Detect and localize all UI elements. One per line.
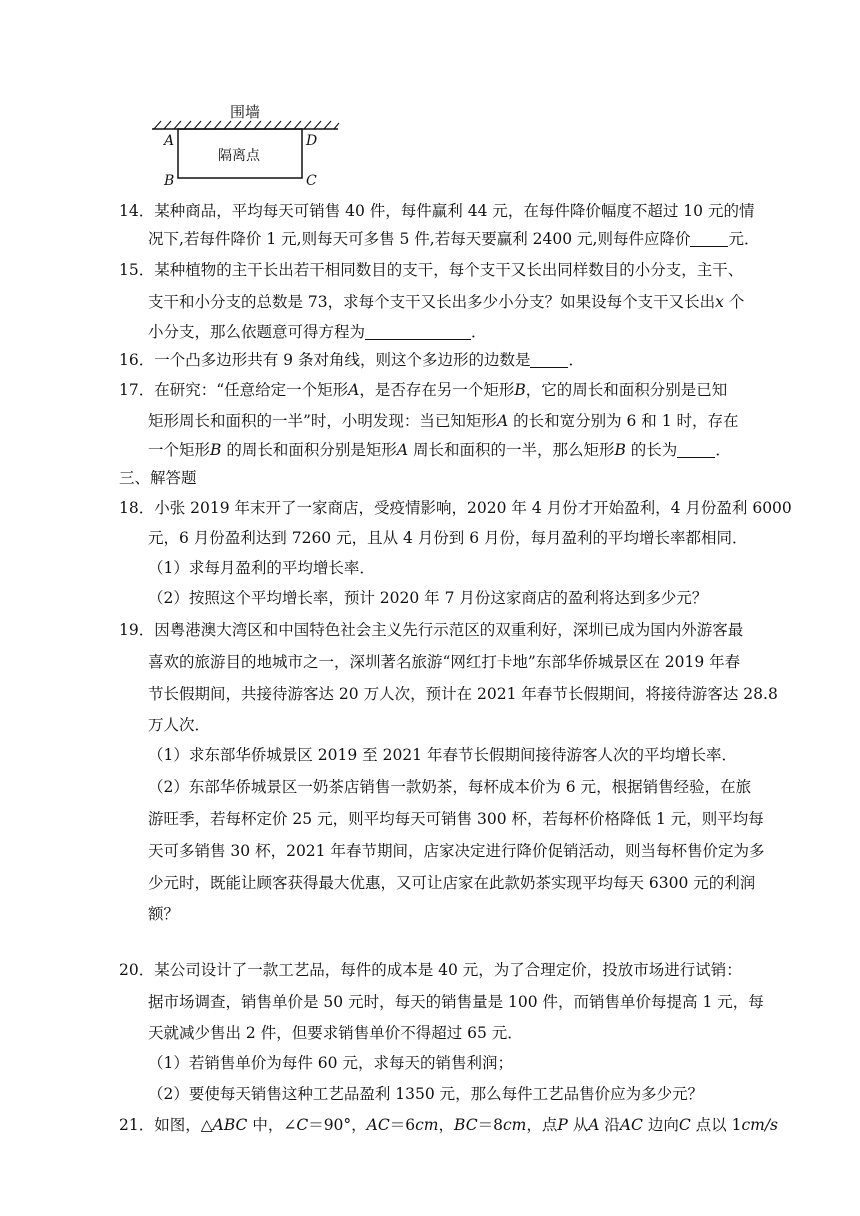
q15-line-1: 15．某种植物的主干长出若干相同数目的支干，每个支干又长出同样数目的小分支，主干、 [119,261,744,279]
q18-line-2: 元，6 月份盈利达到 7260 元，且从 4 月份到 6 月份，每月盈利的平均增长率都相同． [148,529,748,547]
isolation-label: 隔离点 [218,148,260,164]
q17-var-a: A [348,381,360,399]
wall-hatching [154,121,339,129]
q21-unit-speed: cm/s [741,1116,779,1134]
corner-b: B [164,173,175,189]
q21-text-4: ＝6 [389,1116,416,1134]
q17-text-8: 周长和面积的一半，那么矩形 [408,441,615,459]
q21-unit-2: cm [502,1116,527,1134]
q21-text-2: 中，∠ [247,1116,297,1134]
q17-var-b3: B [614,441,626,459]
q21-point-p: P [557,1116,568,1134]
corner-d: D [306,133,318,149]
q17-tail: ． [715,441,731,459]
q17-text-2: ，是否存在另一个矩形 [359,381,515,399]
q15-prompt: 小分支，那么依题意可得方程为 [148,323,366,341]
q16-line [119,349,584,371]
q16-answer-blank [530,351,568,368]
q17-var-a2: A [496,412,509,430]
q21-text-7: ，点 [526,1116,558,1134]
q14-line-1: 14．某种商品，平均每天可销售 40 件，每件赢利 44 元，在每件降价幅度不超过 10 元的情 [119,202,755,220]
q20-line-5: （2）要使每天销售这种工艺品盈利 1350 元，那么每件工艺品售价应为多少元？ [148,1085,704,1103]
q21-angle-c: C [296,1116,309,1134]
q21-side-ac2: AC [619,1116,643,1134]
q19-line-10: 额？ [148,905,180,923]
q17-text-1: 17．在研究：“任意给定一个矩形 [119,381,349,399]
q20-line-1: 20．某公司设计了一款工艺品，每件的成本是 40 元，为了合理定价，投放市场进行试销： [119,961,742,979]
q17-text-3: ，它的周长和面积分别是已知 [525,381,728,399]
q19-line-8: 天可多销售 30 杯，2021 年春节期间，店家决定进行降价促销活动，则当每杯售价定为多 [148,842,765,860]
q21-text-10: 边向 [642,1116,679,1134]
q21-point-c: C [678,1116,691,1134]
q21-triangle: ABC [212,1116,248,1134]
q21-point-a: A [588,1116,600,1134]
q19-line-7: 游旺季，若每杯定价 25 元，则平均每天可销售 300 杯，若每杯价格降低 1 元，则平均每 [148,810,764,828]
q21-text-3: ＝90°， [308,1116,367,1134]
q15-text: 支干和小分支的总数是 73，求每个支干又长出多少小分支？如果设每个支干又长出 [148,293,716,311]
q15-var-x: x [715,293,724,311]
q14-line-2 [148,228,759,250]
q17-line-2 [148,410,739,432]
q19-line-5: （1）求东部华侨城景区 2019 至 2021 年春节长假期间接待游客人次的平均增长率． [148,746,737,764]
q18-line-3: （1）求每月盈利的平均增长率． [148,559,375,577]
wall-label: 围墙 [230,103,261,121]
q15-line-3 [148,321,487,343]
q14-tail: 元． [728,230,760,248]
q16-text: 16．一个凸多边形共有 9 条对角线，则这个多边形的边数是 [119,351,531,369]
q15-tail: ． [471,323,487,341]
q18-line-1: 18．小张 2019 年末开了一家商店，受疫情影响，2020 年 4 月份才开始盈利，4 月份盈利 6000 [119,499,792,517]
corner-a: A [164,133,175,149]
q15-text-end: 个 [723,293,745,311]
q21-side-bc: BC [454,1116,478,1134]
q15-answer-blank [365,323,471,340]
q17-var-a3: A [396,441,409,459]
wall-figure [0,0,860,200]
q21-side-ac: AC [366,1116,390,1134]
q20-line-4: （1）若销售单价为每件 60 元，求每天的销售利润； [148,1054,513,1072]
q15-line-2 [148,291,744,313]
q21-text-11: 点以 1 [690,1116,742,1134]
q19-line-9: 少元时，既能让顾客获得最大优惠，又可让店家在此款奶茶实现平均每天 6300 元的利润 [148,874,756,892]
q17-text-6: 一个矩形 [148,441,211,459]
q21-text-1: 21．如图，△ [119,1116,213,1134]
corner-c: C [306,173,317,189]
q17-answer-blank [677,441,715,458]
q14-text: 况下,若每件降价 1 元,则每天可多售 5 件,若每天要赢利 2400 元,则每件应降价 [148,230,691,248]
q21-line-1 [119,1114,778,1136]
q17-var-b: B [514,381,526,399]
q18-line-4: （2）按照这个平均增长率，预计 2020 年 7 月份这家商店的盈利将达到多少元？ [148,589,708,607]
q16-tail: ． [568,351,584,369]
q14-answer-blank [690,230,728,247]
q19-line-1: 19．因粤港澳大湾区和中国特色社会主义先行示范区的双重利好，深圳已成为国内外游客最 [119,621,744,639]
q20-line-2: 据市场调查，销售单价是 50 元时，每天的销售量是 100 件，而销售单价每提高 1 元，每 [148,993,764,1011]
q21-unit-1: cm [415,1116,439,1134]
section-heading: 三、解答题 [119,469,197,487]
q19-line-3: 节长假期间，共接待游客达 20 万人次，预计在 2021 年春节长假期间，将接待游客达 28.8 [148,685,778,703]
q21-text-6: ＝8 [477,1116,503,1134]
q17-text-4: 矩形周长和面积的一半”时，小明发现：当已知矩形 [148,412,497,430]
q17-var-b2: B [210,441,222,459]
q21-text-9: 沿 [599,1116,620,1134]
q21-text-8: 从 [567,1116,589,1134]
q17-line-3 [148,439,731,461]
q17-text-7: 的周长和面积分别是矩形 [221,441,397,459]
q17-line-1 [119,379,727,401]
q19-line-4: 万人次． [148,716,211,734]
q21-text-5: ， [438,1116,455,1134]
q20-line-3: 天就减少售出 2 件，但要求销售单价不得超过 65 元． [148,1024,523,1042]
q17-text-5: 的长和宽分别为 6 和 1 时，存在 [508,412,739,430]
q19-line-2: 喜欢的旅游目的地城市之一，深圳著名旅游“网红打卡地”东部华侨城景区在 2019 年春 [148,653,741,671]
q19-line-6: （2）东部华侨城景区一奶茶店销售一款奶茶，每杯成本价为 6 元，根据销售经验，在旅 [148,778,752,796]
q17-text-9: 的长为 [625,441,678,459]
